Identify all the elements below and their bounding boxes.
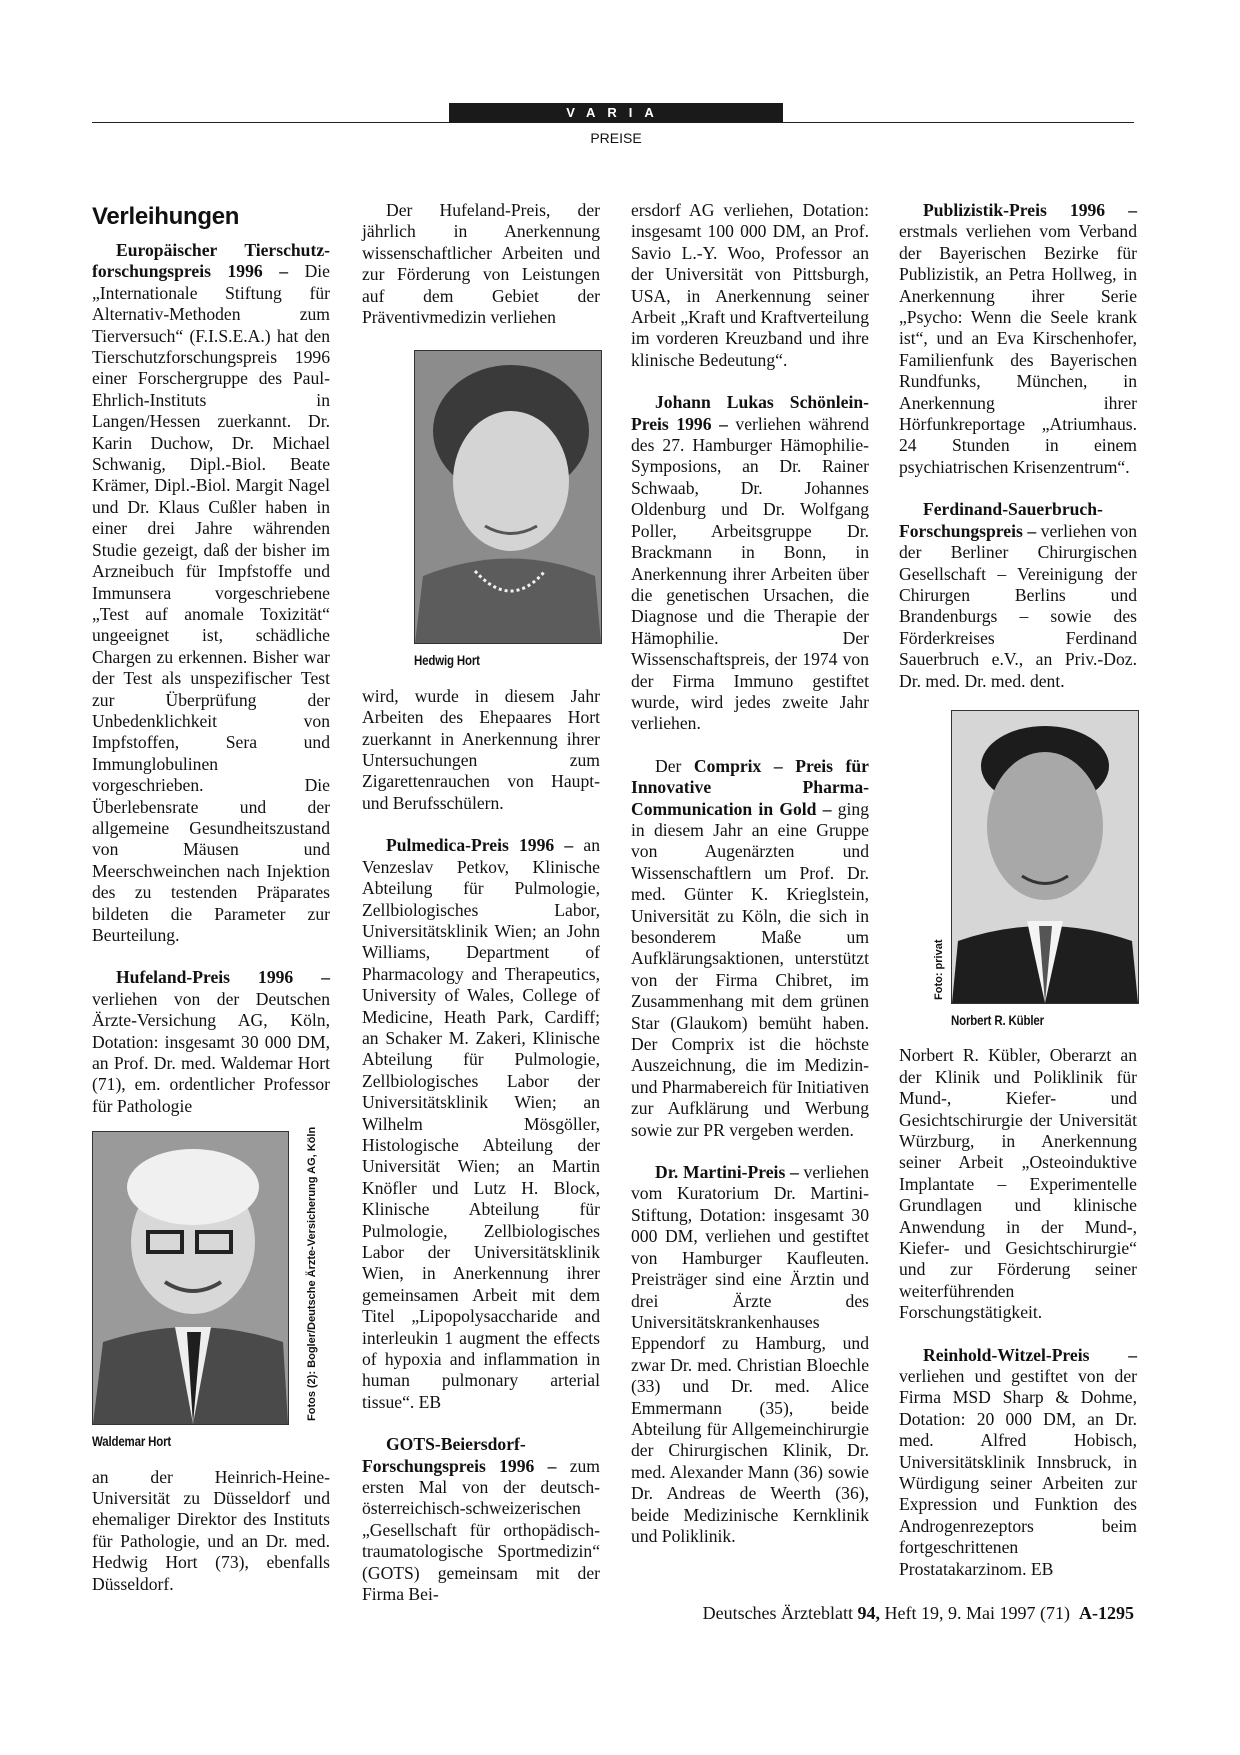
paragraph-hufeland-2: Der Hufeland-Preis, der jährlich in Anerkennung wissenschaftlicher Arbeiten und zur Förderung von Leistungen auf dem Gebiet der Präventivmedizin verliehen [362, 200, 600, 328]
award-title: Comprix – Preis für Innovative Pharma-Communication in Gold – [631, 755, 869, 819]
award-title: Dr. Martini-Preis – [655, 1162, 799, 1183]
paragraph-hufeland [92, 967, 330, 1117]
paragraph-sauerbruch-continued: Norbert R. Kübler, Oberarzt an der Klinik und Poliklinik für Mund-, Kiefer- und Gesichtschirurgie der Universität Würzburg, in Anerkennung seiner Arbeit „Osteoinduktive Implantate – Experimentelle Grundlagen und klinische Anwendung in der Mund-, Kiefer- und Gesichtschirurgie“ und zur Förderung seiner weiterführenden Forschungstätigkeit. [899, 1045, 1137, 1323]
photo-block-norbert-kuebler [933, 710, 1137, 1031]
photo-caption: Waldemar Hort [92, 1433, 172, 1450]
photo-caption: Hedwig Hort [414, 652, 480, 669]
article-title: Verleihungen [92, 203, 240, 230]
award-title: Johann Lukas Schönlein-Preis 1996 – [631, 392, 869, 434]
award-title: Hufeland-Preis 1996 – [116, 967, 330, 988]
paragraph-tierschutz [92, 240, 330, 946]
photo-block-hedwig-hort [414, 350, 600, 671]
section-banner: VARIA [449, 103, 783, 123]
volume-number: 94, [857, 1603, 881, 1623]
paragraph-text: verliehen von der Deutschen Ärzte-Versichung AG, Köln, Dotation: insgesamt 30 000 DM, an Prof. Dr. med. Waldemar Hort (71), em. ordentlicher Professor für Pathologie [92, 988, 330, 1116]
page-number: A-1295 [1079, 1603, 1134, 1623]
subsection-label: PREISE [590, 130, 642, 146]
award-title: Europäischer Tierschutz-forschungspreis 1996 – [92, 240, 330, 282]
column-2 [362, 200, 600, 1606]
award-title: Publizistik-Preis 1996 – [923, 200, 1137, 220]
column-4 [899, 200, 1137, 1580]
paragraph-text: Der [655, 755, 694, 776]
paragraph-text: verliehen und gestiftet von der Firma MSD Sharp & Dohme, Dotation: 20 000 DM, an Dr. med. Alfred Hobisch, Universitätsklinik Innsbruck, in Würdigung seiner Arbeiten zur Expression und Funktion des Androgenrezeptors beim fortgeschrittenen Prostatakarzinom. EB [899, 1366, 1137, 1579]
paragraph-comprix [631, 756, 869, 1141]
paragraph-text: Die „Internationale Stiftung für Alternativ-Methoden zum Tierversuch“ (F.I.S.E.A.) hat den Tierschutzforschungspreis 1996 einer Forschergruppe des Paul-Ehrlich-Instituts in Langen/Hessen zuerkannt. Dr. Karin Duchow, Dr. Michael Schwanig, Dipl.-Biol. Beate Krämer, Dipl.-Biol. Margit Nagel und Dr. Klaus Cußler haben in einer drei Jahre währenden Studie gezeigt, daß der bisher im Arzneibuch für Impfstoffe und Immunsera vorgeschriebene „Test auf anomale Toxizität“ ungeeignet ist, schädliche Chargen zu erkennen. Bisher war der Test als unspezifischer Test zur Überprüfung der Unbedenklichkeit von Impfstoffen, Sera und Immunglobulinen vorgeschrieben. Die Überlebensrate und der allgemeine Gesundheitszustand von Mäusen und Meerschweinchen nach Injektion des zu testenden Präparates bildeten die Parameter zur Beurteilung. [92, 261, 330, 945]
issue-info: Heft 19, 9. Mai 1997 (71) [880, 1603, 1070, 1623]
paragraph-martini [631, 1162, 869, 1547]
award-title: Reinhold-Witzel-Preis – [923, 1344, 1137, 1365]
paragraph-schoenlein [631, 392, 869, 735]
paragraph-gots-continued: ersdorf AG verliehen, Dotation: insgesamt 100 000 DM, an Prof. Savio L.-Y. Woo, Professor an der Universität von Pittsburgh, USA, in Anerkennung seiner Arbeit „Kraft und Kraftverteilung im vorderen Kreuzband und ihre klinische Bedeutung“. [631, 200, 869, 370]
portrait-photo-waldemar-hort [92, 1131, 289, 1425]
photo-credit: Foto: privat [933, 939, 945, 1000]
portrait-photo-norbert-kuebler [951, 710, 1139, 1004]
award-title: GOTS-Beiersdorf-Forschungspreis 1996 – [362, 1434, 557, 1476]
paragraph-gots [362, 1434, 600, 1605]
paragraph-text: verliehen von der Berliner Chirurgischen Gesellschaft – Vereinigung der Chirurgen Berlins und Brandenburgs – sowie des Förderkreises Ferdinand Sauerbruch e.V., an Priv.-Doz. Dr. med. Dr. med. dent. [899, 520, 1137, 691]
paragraph-text: zum ersten Mal von der deutsch-österreichisch-schweizerischen „Gesellschaft für orthopädisch-traumatologische Sportmedizin“ (GOTS) gemeinsam mit der Firma Bei- [362, 1455, 600, 1605]
photo-block-waldemar-hort [92, 1127, 330, 1425]
paragraph-publizistik [899, 200, 1137, 478]
photo-credit: Fotos (2): Bogler/Deutsche Ärzte-Versicherung AG, Köln [306, 1127, 318, 1422]
page-footer [500, 1603, 1134, 1624]
paragraph-text: verliehen vom Kuratorium Dr. Martini-Stiftung, Dotation: insgesamt 30 000 DM, verliehen und gestiftet von Hamburger Kaufleuten. Preisträger sind eine Ärztin und drei Ärzte des Universitätskrankenhauses Eppendorf zu Hamburg, und zwar Dr. med. Christian Bloechle (33) und Dr. med. Alice Emmermann (35), beide Abteilung für Allgemeinchirurgie der Chirurgischen Klinik, Dr. med. Alexander Mann (36) sowie Dr. Andreas de Weerth (36), beide Medizinische Kernklinik und Poliklinik. [631, 1162, 869, 1546]
award-title: Ferdinand-Sauerbruch-Forschungspreis – [899, 499, 1103, 541]
photo-caption: Norbert R. Kübler [951, 1011, 1044, 1028]
paragraph-text: ging in diesem Jahr an eine Gruppe von Augenärzten und Wissenschaftlern um Prof. Dr. med. Günter K. Krieglstein, Universität zu Köln, die sich in besonderem Maße um Aufklärungsaktionen, unterstützt von der Firma Chibret, im Zusammenhang mit dem grünen Star (Glaukom) bemüht haben. Der Comprix ist die höchste Auszeichnung, die im Medizin- und Pharmabereich für Initiativen zur Aufklärung und Werbung sowie zur PR vergeben werden. [631, 798, 869, 1140]
paragraph-witzel [899, 1345, 1137, 1580]
paragraph-hufeland-3: wird, wurde in diesem Jahr Arbeiten des Ehepaares Hort zuerkannt in Anerkennung ihrer Untersuchungen zum Zigarettenrauchen von Haupt- und Berufsschülern. [362, 685, 600, 813]
paragraph-text: verliehen während des 27. Hamburger Hämophilie-Symposions, an Dr. Rainer Schwaab, Dr. Johannes Oldenburg und Dr. Wolfgang Poller, Arbeitsgruppe Dr. Brackmann in Bonn, in Anerkennung ihrer Arbeiten über die genetischen Ursachen, die Diagnose und die Therapie der Hämophilie. Der Wissenschaftspreis, der 1974 von der Firma Immuno gestiftet wurde, wird jedes zweite Jahr verliehen. [631, 413, 869, 734]
paragraph-text: an Venzeslav Petkov, Klinische Abteilung für Pulmologie, Zellbiologisches Labor, Universitätsklinik Wien; an John Williams, Department of Pharmacology and Therapeutics, University of Wales, College of Medicine, Heath Park, Cardiff; an Schaker M. Zakeri, Klinische Abteilung für Pulmologie, Zellbiologisches Labor der Universitätsklinik Wien; an Wilhelm Mösgöller, Histologische Abteilung der Universität Wien; an Martin Knöfler und Lutz H. Block, Klinische Abteilung für Pulmologie, Zellbiologisches Labor der Universitätsklinik Wien, in Anerkennung ihrer gemeinsamen Arbeit mit dem Titel „Lipopolysaccharide and interleukin 1 augment the effects of hypoxia and inflammation in human pulmonary arterial tissue“. EB [362, 835, 600, 1412]
column-1 [92, 200, 330, 1595]
award-title: Pulmedica-Preis 1996 – [386, 835, 574, 856]
portrait-photo-hedwig-hort [414, 350, 602, 644]
paragraph-pulmedica [362, 835, 600, 1413]
column-3 [631, 200, 869, 1547]
paragraph-hufeland-continued: an der Heinrich-Heine-Universität zu Düsseldorf und ehemaliger Direktor des Instituts für Pathologie, und an Dr. med. Hedwig Hort (73), ebenfalls Düsseldorf. [92, 1466, 330, 1594]
journal-name: Deutsches Ärzteblatt [702, 1603, 858, 1623]
paragraph-sauerbruch [899, 499, 1137, 692]
paragraph-text: erstmals verliehen vom Verband der Bayerischen Bezirke für Publizistik, an Petra Hollweg, in Anerkennung ihrer Serie „Psycho: Wenn die Seele krank ist“, und an Eva Kirschenhofer, Familienfunk des Bayerischen Rundfunks, München, in Anerkennung ihrer Hörfunkreportage „Atriumhaus. 24 Stunden in einem psychiatrischen Krisenzentrum“. [899, 221, 1137, 477]
